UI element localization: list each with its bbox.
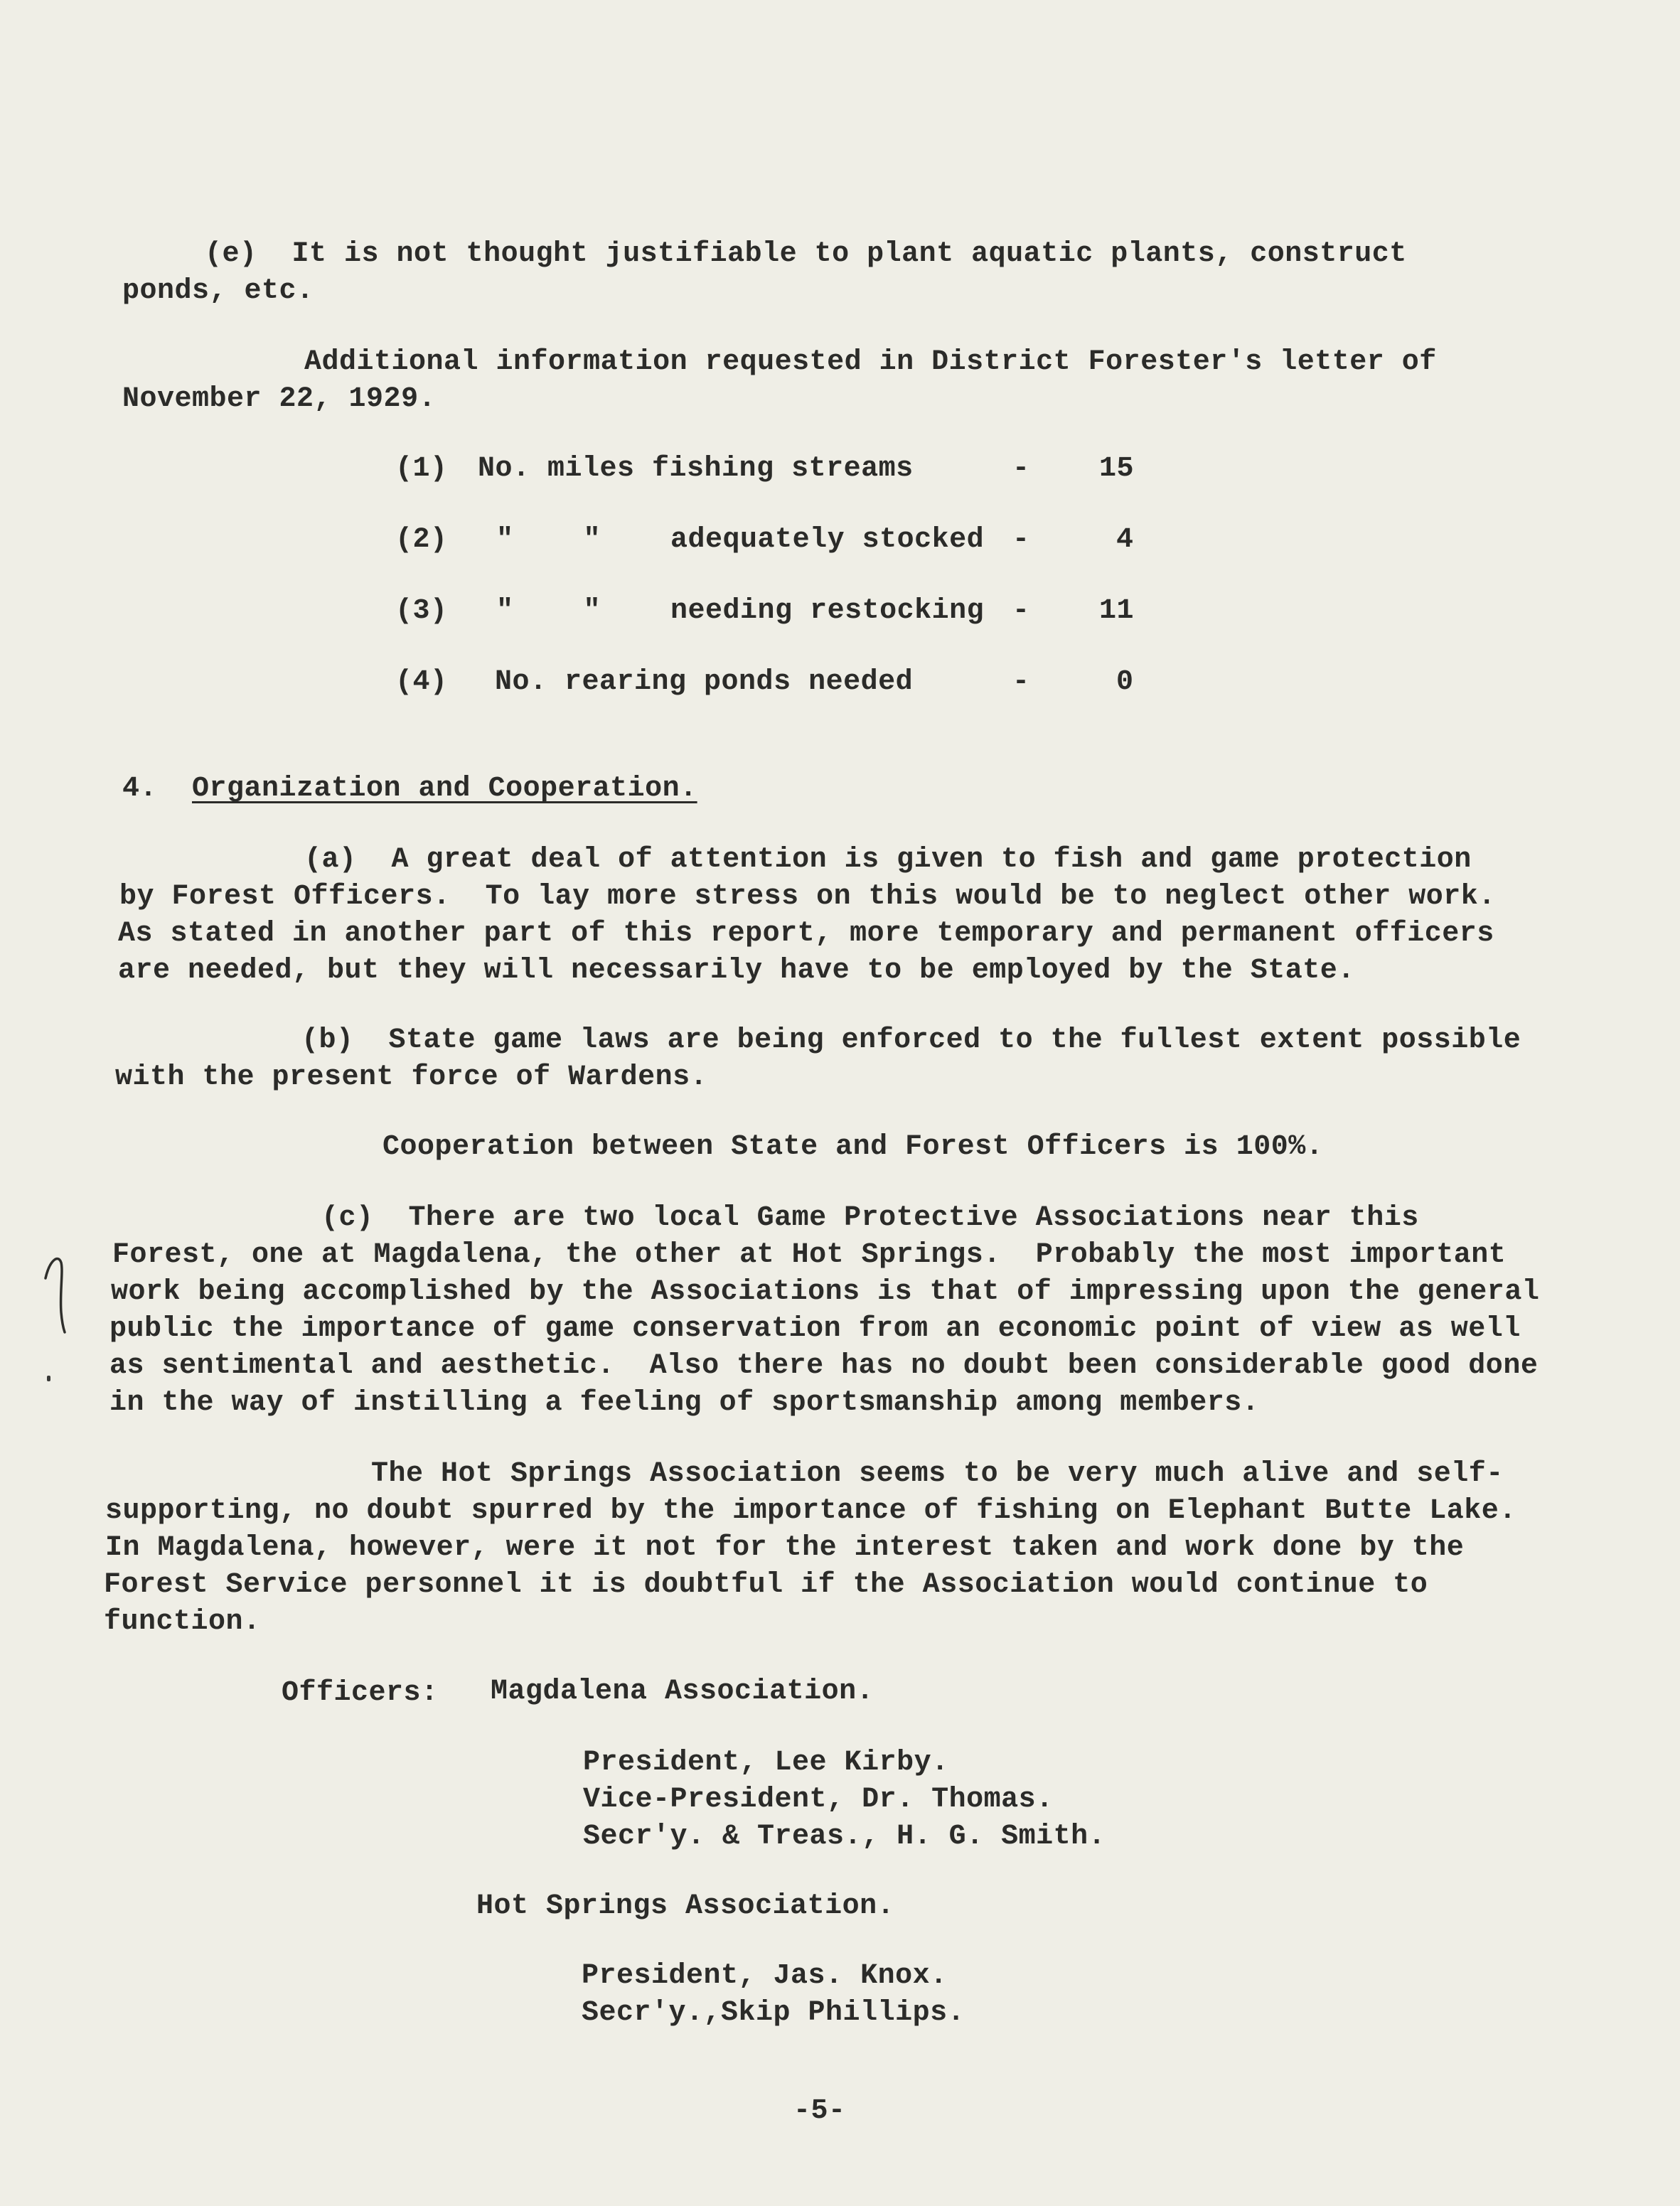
para-a-line: As stated in another part of this report, more temporary and permanent officers (118, 918, 1494, 950)
para-hotsprings-line: In Magdalena, however, were it not for the interest taken and work done by the (105, 1532, 1465, 1564)
para-hotsprings-line: supporting, no doubt spurred by the importance of fishing on Elephant Butte Lake. (105, 1495, 1516, 1527)
para-hotsprings-line: function. (104, 1606, 261, 1638)
stat-number: (3) (395, 595, 448, 627)
stat-label: No. rearing ponds needed (495, 666, 914, 698)
para-hotsprings-line: The Hot Springs Association seems to be very much alive and self- (371, 1458, 1504, 1490)
section-title: Organization and Cooperation. (192, 773, 697, 805)
para-c-line: Forest, one at Magdalena, the other at Hot Springs. Probably the most important (112, 1239, 1507, 1271)
para-c-line: as sentimental and aesthetic. Also there has no doubt been considerable good done (109, 1350, 1539, 1382)
para-hotsprings-line: Forest Service personnel it is doubtful if the Association would continue to (104, 1569, 1428, 1601)
para-e-line1: (e) It is not thought justifiable to plant aquatic plants, construct (205, 238, 1407, 270)
stat-dash: - (1012, 453, 1030, 485)
stat-label: " " needing restocking (496, 595, 985, 627)
page-number: -5- (793, 2095, 846, 2127)
handwritten-bracket-icon (40, 1250, 68, 1335)
margin-dot (47, 1376, 50, 1381)
magdalena-officer: Vice-President, Dr. Thomas. (583, 1784, 1054, 1816)
para-a-line: by Forest Officers. To lay more stress on this would be to neglect other work. (119, 881, 1496, 913)
hotsprings-officer: President, Jas. Knox. (582, 1960, 948, 1992)
para-a-line: are needed, but they will necessarily have to be employed by the State. (118, 955, 1355, 987)
stat-number: (2) (395, 524, 448, 556)
para-c-line: in the way of instilling a feeling of sportsmanship among members. (109, 1387, 1260, 1419)
para-c-line: work being accomplished by the Associations is that of impressing upon the general (111, 1276, 1540, 1308)
stat-label: No. miles fishing streams (478, 453, 914, 485)
stat-dash: - (1012, 666, 1030, 698)
para-b-line: with the present force of Wardens. (115, 1061, 708, 1093)
stat-value: 0 (1116, 666, 1134, 698)
stat-dash: - (1012, 595, 1030, 627)
para-c-line: public the importance of game conservation from an economic point of view as well (109, 1313, 1521, 1345)
magdalena-officer: Secr'y. & Treas., H. G. Smith. (583, 1821, 1106, 1853)
stat-value: 11 (1099, 595, 1135, 627)
hotsprings-officer: Secr'y.,Skip Phillips. (582, 1997, 965, 2029)
stat-dash: - (1012, 524, 1030, 556)
stat-label: " " adequately stocked (496, 524, 985, 556)
magdalena-officer: President, Lee Kirby. (583, 1747, 949, 1779)
stat-value: 15 (1099, 453, 1135, 485)
stat-number: (1) (395, 453, 448, 485)
hotsprings-association-title: Hot Springs Association. (476, 1890, 895, 1922)
magdalena-association-title: Magdalena Association. (491, 1676, 874, 1708)
para-c-line: (c) There are two local Game Protective Associations near this (321, 1202, 1419, 1234)
para-b-line: (b) State game laws are being enforced to the fullest extent possible (301, 1024, 1521, 1056)
para-e-line2: ponds, etc. (122, 275, 314, 307)
stat-number: (4) (395, 666, 448, 698)
additional-line1: Additional information requested in District Forester's letter of (304, 346, 1437, 378)
additional-line2: November 22, 1929. (122, 383, 437, 415)
cooperation-line: Cooperation between State and Forest Officers is 100%. (382, 1131, 1324, 1163)
stat-value: 4 (1116, 524, 1134, 556)
officers-label: Officers: (282, 1677, 439, 1709)
section-number: 4. (122, 773, 158, 805)
para-a-line: (a) A great deal of attention is given to fish and game protection (304, 844, 1472, 876)
